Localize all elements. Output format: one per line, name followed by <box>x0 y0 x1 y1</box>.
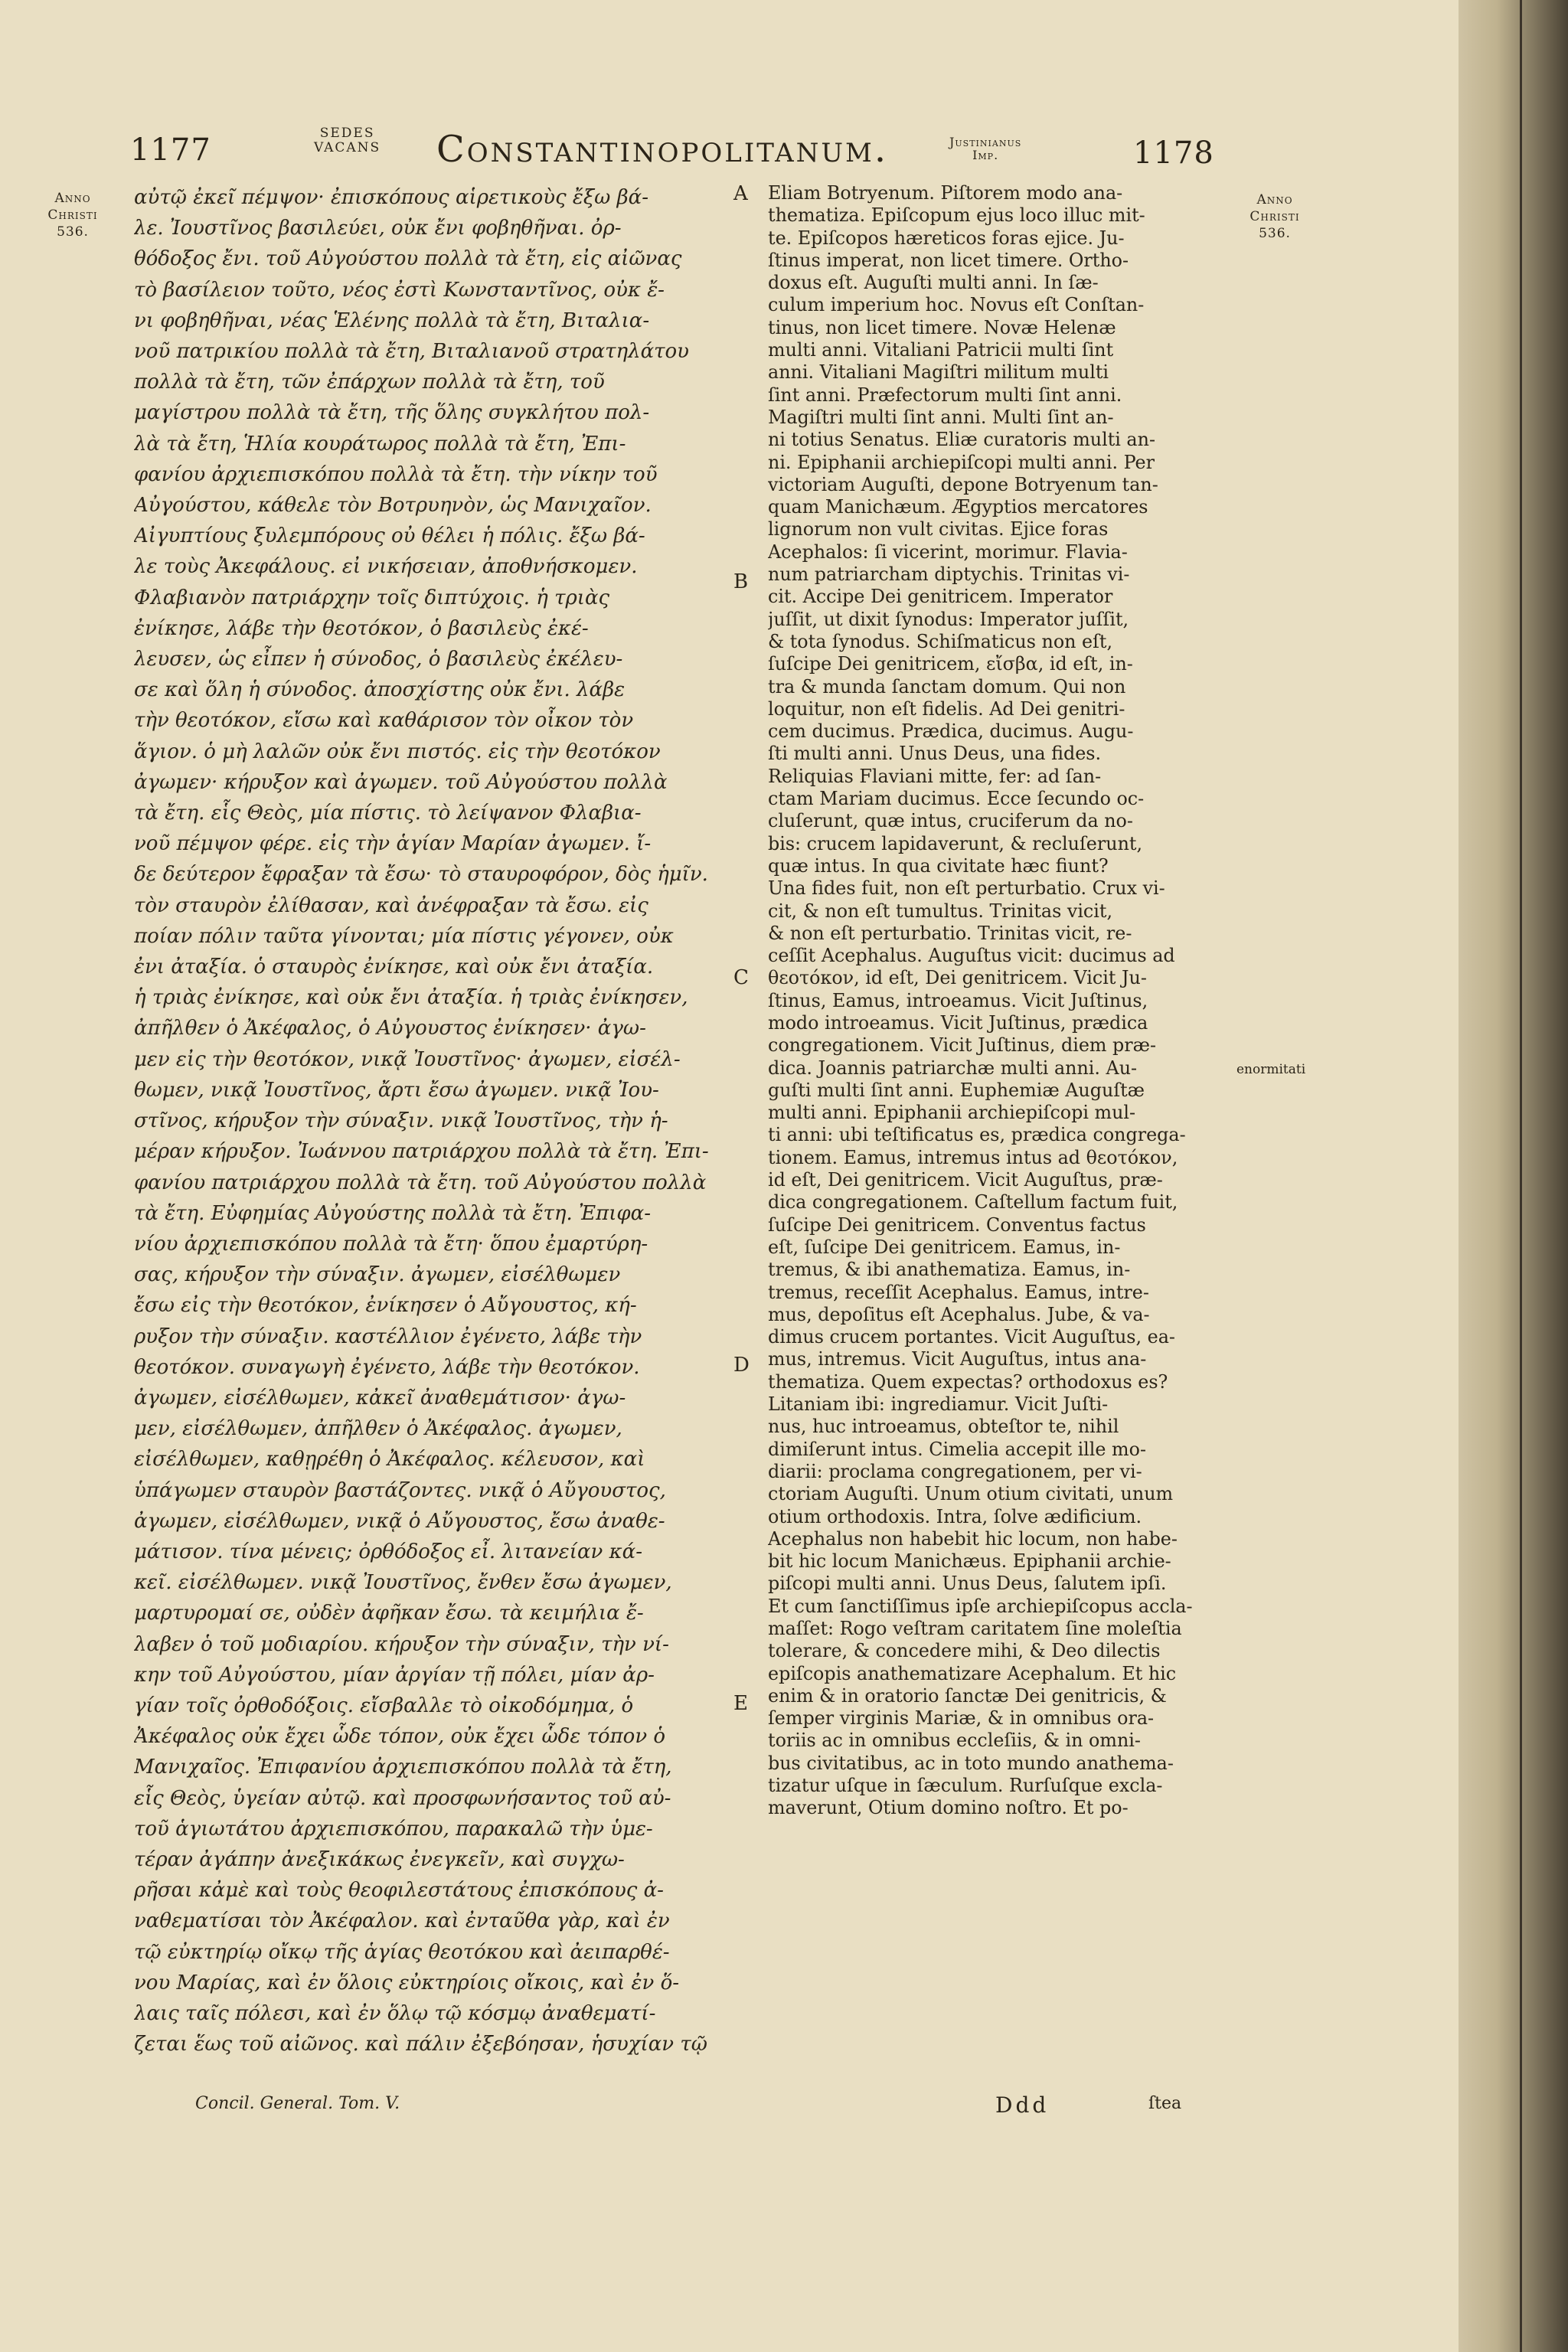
text-line: tizatur uſque in ſæculum. Rurſuſque excla- <box>768 1775 1163 1797</box>
year-left-line-1: Anno <box>54 191 91 206</box>
text-line: αὐτῷ ἐκεῖ πέμψον· ἐπισκόπους αἱρετικοὺς ἔξω βά- <box>134 186 649 209</box>
emperor-heading <box>949 136 1021 162</box>
text-line: ceſſit Acephalus. Auguſtus vicit: ducimus ad <box>768 945 1175 967</box>
text-line: thematiza. Epiſcopum ejus loco illuc mit- <box>768 204 1145 227</box>
text-line: μεν εἰς τὴν θεοτόκον, νικᾷ Ἰουστῖνος· ἀγωμεν, εἰσέλ- <box>134 1047 681 1071</box>
text-line: κην τοῦ Αὐγούστου, μίαν ἀργίαν τῇ πόλει, μίαν ἀρ- <box>134 1663 655 1687</box>
year-right-line-2: Christi <box>1250 209 1300 224</box>
text-line: ctoriam Auguſti. Unum otium civitati, unum <box>768 1483 1174 1505</box>
text-line: quam Manichæum. Ægyptios mercatores <box>768 496 1148 518</box>
text-line: ni. Epiphanii archiepiſcopi multi anni. Per <box>768 451 1155 473</box>
text-line: multi anni. Epiphanii archiepiſcopi mul- <box>768 1102 1136 1124</box>
text-line: Reliquias Flaviani mitte, fer: ad ſan- <box>768 765 1102 787</box>
text-line: θεοτόκον, id eſt, Dei genitricem. Vicit Ju- <box>768 967 1147 989</box>
text-line: μαρτυρομαί σε, οὐδὲν ἀφῆκαν ἔσω. τὰ κειμήλια ἔ- <box>134 1602 644 1625</box>
text-line: μάτισον. τίνα μένεις; ὀρθόδοξος εἶ. λιτανείαν κά- <box>134 1540 642 1563</box>
text-line: μεν, εἰσέλθωμεν, ἀπῆλθεν ὁ Ἀκέφαλος. ἀγωμεν, <box>134 1417 622 1441</box>
text-line: ναθεματίσαι τὸν Ἀκέφαλον. καὶ ἐνταῦθα γὰρ, καὶ ἐν <box>134 1909 670 1933</box>
text-line: maſſet: Rogo veſtram caritatem ſine moleſtia <box>768 1618 1182 1639</box>
year-right-line-1: Anno <box>1256 192 1293 207</box>
text-line: ſuſcipe Dei genitricem. Conventus factus <box>768 1214 1146 1236</box>
text-line: ρῆσαι κἀμὲ καὶ τοὺς θεοφιλεστάτους ἐπισκόπους ἀ- <box>134 1879 664 1903</box>
text-line: doxus eſt. Auguſti multi anni. In ſæ- <box>768 272 1099 294</box>
text-line: loquitur, non eſt fidelis. Ad Dei genitri- <box>768 697 1125 720</box>
text-line: Μανιχαῖος. Ἐπιφανίου ἀρχιεπισκόπου πολλὰ τὰ ἔτη, <box>134 1756 672 1779</box>
text-line: νοῦ πατρικίου πολλὰ τὰ ἔτη, Βιταλιανοῦ στρατηλάτου <box>134 340 689 364</box>
text-line: tremus, & ibi anathematiza. Eamus, in- <box>768 1259 1131 1281</box>
text-line: bis: crucem lapidaverunt, & recluſerunt, <box>768 832 1143 854</box>
text-line: cem ducimus. Prædica, ducimus. Augu- <box>768 720 1134 743</box>
text-line: Acephalus non habebit hic locum, non habe- <box>768 1527 1178 1550</box>
text-line: κεῖ. εἰσέλθωμεν. νικᾷ Ἰουστῖνος, ἔνθεν ἔσω ἀγωμεν, <box>134 1571 672 1595</box>
running-title: Constantinopolitanum. <box>436 128 889 171</box>
signature-mark: Ddd <box>995 2092 1050 2118</box>
text-line: μέραν κήρυξον. Ἰωάννου πατριάρχου πολλὰ τὰ ἔτη. Ἐπι- <box>134 1140 709 1164</box>
text-line: dica. Joannis patriarchæ multi anni. Au- <box>768 1057 1138 1079</box>
text-line: guſti multi ſint anni. Euphemiæ Auguſtæ <box>768 1079 1145 1101</box>
text-line: σας, κήρυξον τὴν σύναξιν. ἀγωμεν, εἰσέλθωμεν <box>134 1263 621 1287</box>
binding-edge <box>1520 0 1522 2352</box>
text-line: nus, huc introeamus, obteſtor te, nihil <box>768 1416 1119 1438</box>
text-line: dica congregationem. Caſtellum factum fuit, <box>768 1191 1178 1214</box>
text-line: ρυξον τὴν σύναξιν. καστέλλιον ἐγένετο, λάβε τὴν <box>134 1325 642 1348</box>
text-line: diarii: proclama congregationem, per vi- <box>768 1460 1142 1482</box>
text-line: Αἰγυπτίους ξυλεμπόρους οὐ θέλει ἡ πόλις. ἔξω βά- <box>134 524 645 548</box>
text-line: νοῦ πέμψον φέρε. εἰς τὴν ἁγίαν Μαρίαν ἀγωμεν. ἴ- <box>134 832 652 856</box>
text-line: ἐνίκησε, λάβε τὴν θεοτόκον, ὁ βασιλεὺς ἐκέ- <box>134 616 589 640</box>
text-line: ſemper virginis Mariæ, & in omnibus ora- <box>768 1707 1155 1730</box>
text-line: dimus crucem portantes. Vicit Auguſtus, ea- <box>768 1326 1175 1348</box>
year-right-line-3: 536. <box>1259 226 1291 241</box>
text-line: eſt, ſuſcipe Dei genitricem. Eamus, in- <box>768 1236 1121 1258</box>
text-line: ni totius Senatus. Eliæ curatoris multi an- <box>768 429 1155 451</box>
greek-text-column <box>134 182 733 2060</box>
text-line: τέραν ἀγάπην ἀνεξικάκως ἐνεγκεῖν, καὶ συγχω- <box>134 1847 625 1871</box>
text-line: Acephalos: ſi vicerint, morimur. Flavia- <box>768 541 1128 563</box>
text-line: ti anni: ubi teſtificatus es, prædica congrega- <box>768 1124 1186 1146</box>
section-letter-d: D <box>733 1354 750 1377</box>
text-line: Una fides fuit, non eſt perturbatio. Crux vi- <box>768 877 1165 900</box>
page-edge-shadow <box>1459 0 1568 2352</box>
text-line: tra & munda ſanctam domum. Qui non <box>768 675 1126 697</box>
text-line: λαβεν ὁ τοῦ μοδιαρίου. κήρυξον τὴν σύναξιν, τὴν νί- <box>134 1632 669 1656</box>
text-line: νου Μαρίας, καὶ ἐν ὅλοις εὐκτηρίοις οἴκοις, καὶ ἐν ὅ- <box>134 1971 680 1994</box>
text-line: πολλὰ τὰ ἔτη, τῶν ἐπάρχων πολλὰ τὰ ἔτη, τοῦ <box>134 371 605 394</box>
section-letter-c: C <box>733 966 749 989</box>
emperor-line-1: Justinianus <box>949 135 1022 149</box>
text-line: Eliam Botryenum. Piſtorem modo ana- <box>768 182 1123 204</box>
text-line: ἅγιον. ὁ μὴ λαλῶν οὐκ ἔνι πιστός. εἰς τὴν θεοτόκον <box>134 740 661 763</box>
year-left-line-3: 536. <box>57 224 89 240</box>
text-line: εἰσέλθωμεν, καθῃρέθη ὁ Ἀκέφαλος. κέλευσον, καὶ <box>134 1448 645 1472</box>
text-line: ἡ τριὰς ἐνίκησε, καὶ οὐκ ἔνι ἀταξία. ἡ τριὰς ἐνίκησεν, <box>134 986 688 1010</box>
text-line: mus, depoſitus eſt Acephalus. Jube, & va- <box>768 1303 1150 1325</box>
text-line: cluſerunt, quæ intus, cruciferum da no- <box>768 810 1133 832</box>
text-line: λε. Ἰουστῖνος βασιλεύει, οὐκ ἔνι φοβηθῆναι. ὀρ- <box>134 217 622 240</box>
footer-volume-reference: Concil. General. Tom. V. <box>195 2094 400 2113</box>
text-line: victoriam Auguſti, depone Botryenum tan- <box>768 473 1158 495</box>
margin-note: enormitati <box>1236 1062 1306 1077</box>
catchword: ſtea <box>1148 2094 1182 2113</box>
text-line: toriis ac in omnibus eccleſiis, & in omni- <box>768 1730 1141 1752</box>
text-line: ἔσω εἰς τὴν θεοτόκον, ἐνίκησεν ὁ Αὔγουστος, κή- <box>134 1294 637 1318</box>
text-line: νι φοβηθῆναι, νέας Ἑλένης πολλὰ τὰ ἔτη, Βιταλια- <box>134 309 650 332</box>
page-number-right: 1178 <box>1133 136 1214 171</box>
text-line: θόδοξος ἔνι. τοῦ Αὐγούστου πολλὰ τὰ ἔτη, εἰς αἰῶνας <box>134 247 682 271</box>
text-line: & tota ſynodus. Schiſmaticus non eſt, <box>768 630 1113 652</box>
text-line: φανίου ἀρχιεπισκόπου πολλὰ τὰ ἔτη. τὴν νίκην τοῦ <box>134 462 658 486</box>
text-line: otium orthodoxis. Intra, ſolve ædificium. <box>768 1505 1142 1527</box>
text-line: λε τοὺς Ἀκεφάλους. εἰ νικήσειαν, ἀποθνήσκομεν. <box>134 555 638 579</box>
text-line: cit. Accipe Dei genitricem. Imperator <box>768 586 1113 608</box>
text-line: σε καὶ ὅλη ἡ σύνοδος. ἀποσχίστης οὐκ ἔνι. λάβε <box>134 678 626 702</box>
text-line: Ἀκέφαλος οὐκ ἔχει ὧδε τόπον, οὐκ ἔχει ὧδε τόπον ὁ <box>134 1725 666 1749</box>
text-line: στῖνος, κήρυξον τὴν σύναξιν. νικᾷ Ἰουστῖνος, τὴν ἡ- <box>134 1109 668 1133</box>
text-line: tolerare, & concedere mihi, & Deo dilectis <box>768 1640 1161 1662</box>
text-line: τὰ ἔτη. εἷς Θεὸς, μία πίστις. τὸ λείψανον Φλαβια- <box>134 802 642 825</box>
year-left-line-2: Christi <box>47 207 98 223</box>
text-line: λὰ τὰ ἔτη, Ἡλία κουράτωρος πολλὰ τὰ ἔτη, Ἐπι- <box>134 432 626 456</box>
text-line: & non eſt perturbatio. Trinitas vicit, re- <box>768 922 1132 944</box>
text-line: δε δεύτερον ἔφραξαν τὰ ἔσω· τὸ σταυροφόρον, δὸς ἡμῖν. <box>134 863 708 887</box>
section-letter-a: A <box>733 182 748 205</box>
text-line: quæ intus. In qua civitate hæc fiunt? <box>768 854 1109 877</box>
margin-year-left <box>42 190 103 240</box>
text-line: Et cum ſanctiſſimus ipſe archiepiſcopus accla- <box>768 1595 1193 1617</box>
text-line: ὑπάγωμεν σταυρὸν βαστάζοντες. νικᾷ ὁ Αὔγουστος, <box>134 1478 666 1502</box>
text-line: γίαν τοῖς ὀρθοδόξοις. εἴσβαλλε τὸ οἰκοδόμημα, ὁ <box>134 1694 634 1717</box>
text-line: dimiſerunt intus. Cimelia accepit ille mo- <box>768 1438 1146 1460</box>
text-line: τοῦ ἁγιωτάτου ἀρχιεπισκόπου, παρακαλῶ τὴν ὑμε- <box>134 1817 653 1841</box>
text-line: ποίαν πόλιν ταῦτα γίνονται; μία πίστις γέγονεν, οὐκ <box>134 924 674 948</box>
text-line: ctam Mariam ducimus. Ecce ſecundo oc- <box>768 788 1145 810</box>
text-line: enim & in oratorio ſanctæ Dei genitricis, & <box>768 1684 1167 1707</box>
text-line: bus civitatibus, ac in toto mundo anathema- <box>768 1752 1174 1774</box>
page-number-left: 1177 <box>130 132 211 168</box>
text-line: Αὐγούστου, κάθελε τὸν Βοτρυηνὸν, ὡς Μανιχαῖον. <box>134 494 652 518</box>
text-line: μαγίστρου πολλὰ τὰ ἔτη, τῆς ὅλης συγκλήτου πολ- <box>134 401 650 425</box>
text-line: ἐνι ἀταξία. ὁ σταυρὸς ἐνίκησε, καὶ οὐκ ἔνι ἀταξία. <box>134 956 654 979</box>
text-line: τὸ βασίλειον τοῦτο, νέος ἐστὶ Κωνσταντῖνος, οὐκ ἔ- <box>134 278 665 302</box>
text-line: φανίου πατριάρχου πολλὰ τὰ ἔτη. τοῦ Αὐγούστου πολλὰ <box>134 1171 707 1194</box>
text-line: bit hic locum Manichæus. Epiphanii archie- <box>768 1550 1171 1573</box>
text-line: εἷς Θεὸς, ὑγείαν αὐτῷ. καὶ προσφωνήσαντος τοῦ αὐ- <box>134 1786 671 1810</box>
text-line: piſcopi multi anni. Unus Deus, ſalutem ipſi. <box>768 1573 1167 1595</box>
emperor-line-2: Imp. <box>972 148 999 162</box>
text-line: θωμεν, νικᾷ Ἰουστῖνος, ἄρτι ἔσω ἀγωμεν. νικᾷ Ἰου- <box>134 1078 659 1102</box>
text-line: congregationem. Vicit Juſtinus, diem præ- <box>768 1034 1157 1057</box>
text-line: θεοτόκον. συναγωγὴ ἐγένετο, λάβε τὴν θεοτόκον. <box>134 1355 640 1379</box>
text-line: λευσεν, ὡς εἶπεν ἡ σύνοδος, ὁ βασιλεὺς ἐκέλευ- <box>134 648 623 671</box>
text-line: ἀγωμεν, εἰσέλθωμεν, νικᾷ ὁ Αὔγουστος, ἔσω ἀναθε- <box>134 1509 665 1533</box>
text-line: Magiſtri multi ſint anni. Multi ſint an- <box>768 406 1114 428</box>
text-line: λαις ταῖς πόλεσι, καὶ ἐν ὅλῳ τῷ κόσμῳ ἀναθεματί- <box>134 2001 656 2025</box>
latin-text-column <box>768 182 1226 1820</box>
text-line: ἀγωμεν, εἰσέλθωμεν, κἀκεῖ ἀναθεμάτισον· ἀγω- <box>134 1386 626 1410</box>
text-line: ſuſcipe Dei genitricem, εἴσβα, id eſt, in- <box>768 653 1133 675</box>
text-line: Φλαβιανὸν πατριάρχην τοῖς διπτύχοις. ἡ τριὰς <box>134 586 610 609</box>
text-line: lignorum non vult civitas. Ejice foras <box>768 518 1109 541</box>
sedes-line-1: SEDES <box>319 126 375 141</box>
text-line: epiſcopis anathematizare Acephalum. Et hic <box>768 1662 1177 1684</box>
text-line: tinus, non licet timere. Novæ Helenæ <box>768 316 1116 338</box>
text-line: maverunt, Otium domino noſtro. Et po- <box>768 1797 1129 1819</box>
text-line: ἀγωμεν· κήρυξον καὶ ἀγωμεν. τοῦ Αὐγούστου πολλὰ <box>134 770 668 794</box>
sedes-vacans-heading <box>314 126 381 155</box>
text-line: ζεται ἕως τοῦ αἰῶνος. καὶ πάλιν ἐξεβόησαν, ἡσυχίαν τῷ <box>134 2033 707 2056</box>
sedes-line-2: VACANS <box>314 140 381 155</box>
text-line: tremus, receſſit Acephalus. Eamus, intre- <box>768 1281 1149 1303</box>
text-line: tionem. Eamus, intremus intus ad θεοτόκον, <box>768 1146 1178 1168</box>
text-line: ſti multi anni. Unus Deus, una fides. <box>768 743 1102 765</box>
text-line: cit, & non eſt tumultus. Trinitas vicit, <box>768 900 1113 922</box>
text-line: num patriarcham diptychis. Trinitas vi- <box>768 564 1130 586</box>
text-line: anni. Vitaliani Magiſtri militum multi <box>768 361 1109 384</box>
text-line: τὸν σταυρὸν ἐλίθασαν, καὶ ἀνέφραξαν τὰ ἔσω. εἰς <box>134 893 648 917</box>
text-line: juſſit, ut dixit ſynodus: Imperator juſſit, <box>768 608 1129 630</box>
section-letter-e: E <box>733 1692 748 1715</box>
text-line: multi anni. Vitaliani Patricii multi ſint <box>768 339 1114 361</box>
text-line: ſtinus imperat, non licet timere. Ortho- <box>768 249 1129 271</box>
text-line: thematiza. Quem expectas? orthodoxus es? <box>768 1370 1168 1393</box>
text-line: ſint anni. Præfectorum multi ſint anni. <box>768 384 1122 406</box>
text-line: νίου ἀρχιεπισκόπου πολλὰ τὰ ἔτη· ὅπου ἐμαρτύρη- <box>134 1232 648 1256</box>
text-line: modo introeamus. Vicit Juſtinus, prædica <box>768 1011 1148 1034</box>
text-line: ſtinus, Eamus, introeamus. Vicit Juſtinus, <box>768 989 1148 1011</box>
text-line: ἀπῆλθεν ὁ Ἀκέφαλος, ὁ Αὐγουστος ἐνίκησεν· ἀγω- <box>134 1017 646 1040</box>
text-line: τῷ εὐκτηρίῳ οἴκῳ τῆς ἁγίας θεοτόκου καὶ ἀειπαρθέ- <box>134 1940 670 1964</box>
text-line: te. Epiſcopos hæreticos foras ejice. Ju- <box>768 227 1125 249</box>
margin-year-right <box>1244 191 1305 242</box>
section-letter-b: B <box>733 570 749 593</box>
text-line: Litaniam ibi: ingrediamur. Vicit Juſti- <box>768 1393 1109 1416</box>
text-line: τὰ ἔτη. Εὐφημίας Αὐγούστης πολλὰ τὰ ἔτη. Ἐπιφα- <box>134 1201 651 1225</box>
text-line: τὴν θεοτόκον, εἴσω καὶ καθάρισον τὸν οἶκον τὸν <box>134 709 634 733</box>
text-line: mus, intremus. Vicit Auguſtus, intus ana- <box>768 1348 1147 1370</box>
text-line: id eſt, Dei genitricem. Vicit Auguſtus, præ- <box>768 1169 1163 1191</box>
text-line: culum imperium hoc. Novus eſt Conſtan- <box>768 294 1145 316</box>
